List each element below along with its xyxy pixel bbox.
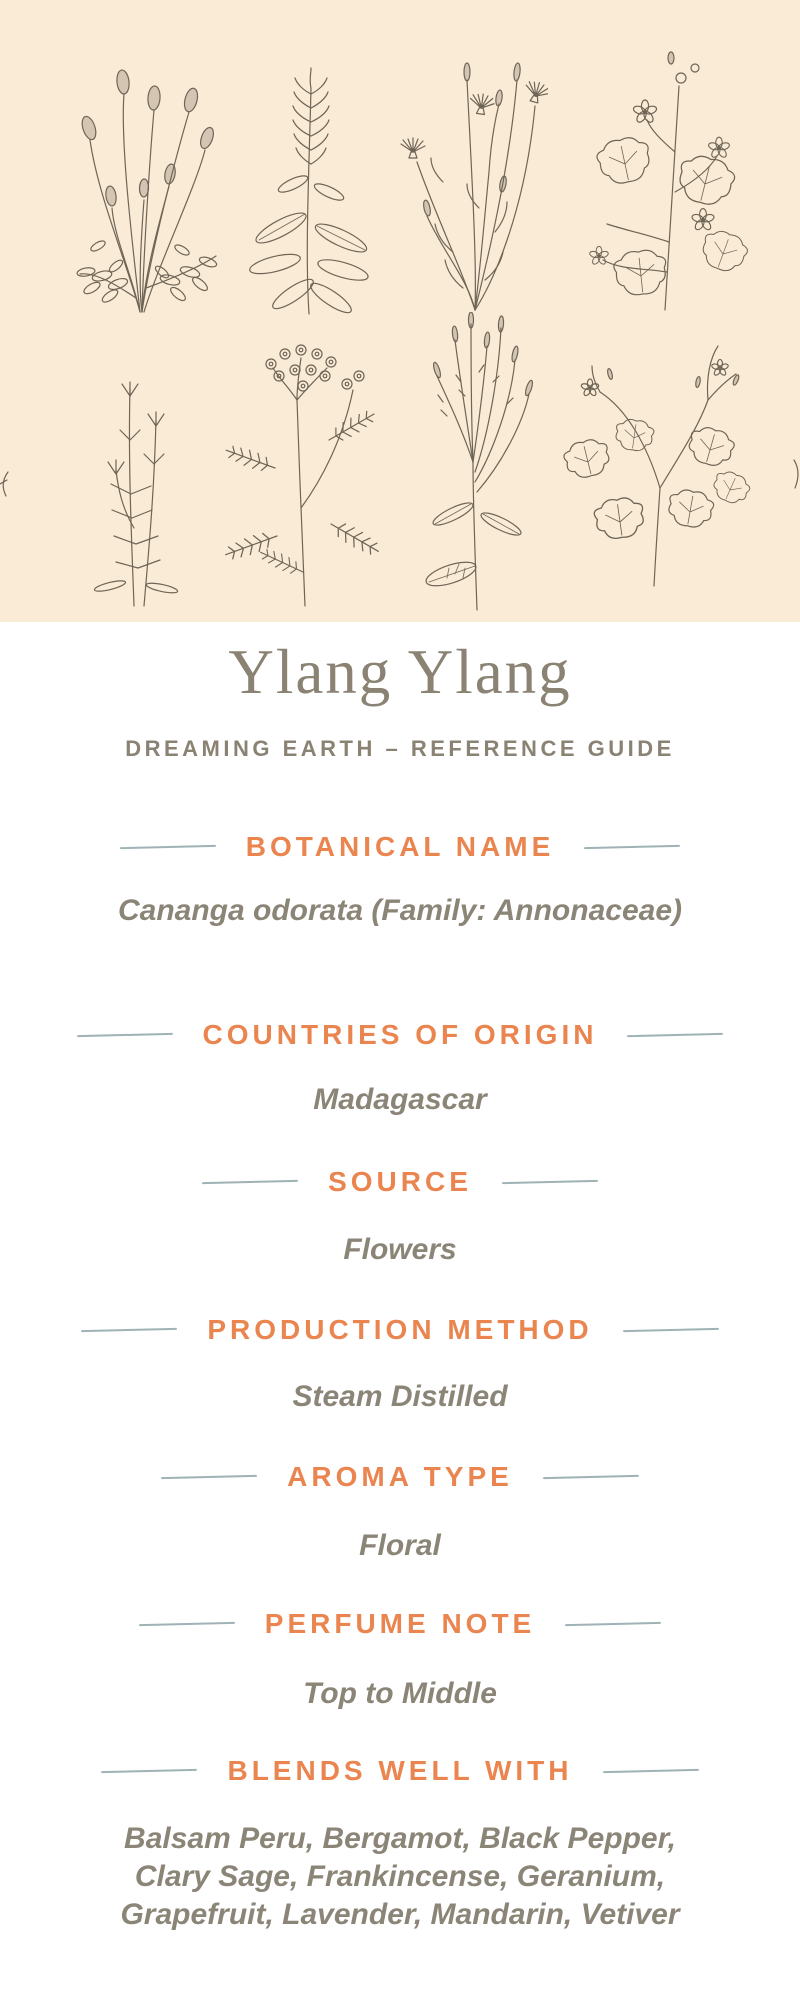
section-value-production-method: Steam Distilled [292, 1380, 508, 1413]
section-value-botanical-name: Cananga odorata (Family: Annonaceae) [118, 894, 682, 927]
sage-icon [243, 42, 378, 319]
cornflower-blossom [522, 79, 548, 105]
section-value-blends-well-with: Balsam Peru, Bergamot, Black Pepper, Clary Sage, Frankincense, Geranium, Grapefruit, Lavender, Mandarin, Vetiver [120, 1822, 680, 1931]
divider-line [584, 845, 680, 849]
section-label: AROMA TYPE [287, 1461, 513, 1492]
cropped-sprig-right-icon [792, 456, 800, 492]
section-label: PRODUCTION METHOD [207, 1314, 593, 1345]
divider-line [161, 1475, 257, 1479]
section-header-aroma-type [0, 1460, 800, 1494]
cornflower-blossom [469, 92, 496, 115]
section-label: COUNTRIES OF ORIGIN [202, 1019, 598, 1050]
section-value-aroma-type: Floral [359, 1529, 441, 1562]
divider-line [101, 1769, 197, 1773]
vervain-icon [413, 312, 543, 614]
divider-line [502, 1180, 598, 1184]
section-value-perfume-note: Top to Middle [303, 1677, 497, 1710]
page-title: Ylang Ylang [228, 637, 572, 707]
divider-line [139, 1622, 235, 1626]
tansy-icon [213, 328, 393, 612]
section-header-source [0, 1165, 800, 1199]
section-header-countries-of-origin [0, 1018, 800, 1052]
section-header-production-method [0, 1313, 800, 1347]
section-label: BLENDS WELL WITH [227, 1755, 573, 1786]
section-header-blends-well-with [0, 1754, 800, 1788]
section-header-botanical-name [0, 830, 800, 864]
section-label: BOTANICAL NAME [245, 831, 555, 862]
divider-line [565, 1622, 661, 1626]
cropped-sprig-left-icon [0, 470, 10, 502]
divider-line [202, 1180, 298, 1184]
cornflower-icon [383, 52, 548, 314]
section-header-perfume-note [0, 1607, 800, 1641]
cornflower-blossom [401, 138, 425, 158]
mallow-icon [553, 42, 748, 314]
divider-line [77, 1033, 173, 1037]
section-label: PERFUME NOTE [264, 1608, 536, 1639]
divider-line [602, 1769, 698, 1773]
divider-line [627, 1033, 723, 1037]
salad-burnet-icon [58, 36, 233, 320]
geranium-icon [558, 338, 753, 590]
divider-line [623, 1328, 719, 1332]
divider-line [120, 845, 216, 849]
section-label: SOURCE [328, 1166, 472, 1197]
divider-line [81, 1328, 177, 1332]
hyssop-icon [78, 348, 193, 610]
section-value-countries-of-origin: Madagascar [313, 1083, 487, 1116]
divider-line [543, 1475, 639, 1479]
botanical-illustration-banner [0, 0, 800, 622]
section-value-source: Flowers [343, 1233, 457, 1266]
page-subtitle: DREAMING EARTH – REFERENCE GUIDE [125, 736, 675, 761]
